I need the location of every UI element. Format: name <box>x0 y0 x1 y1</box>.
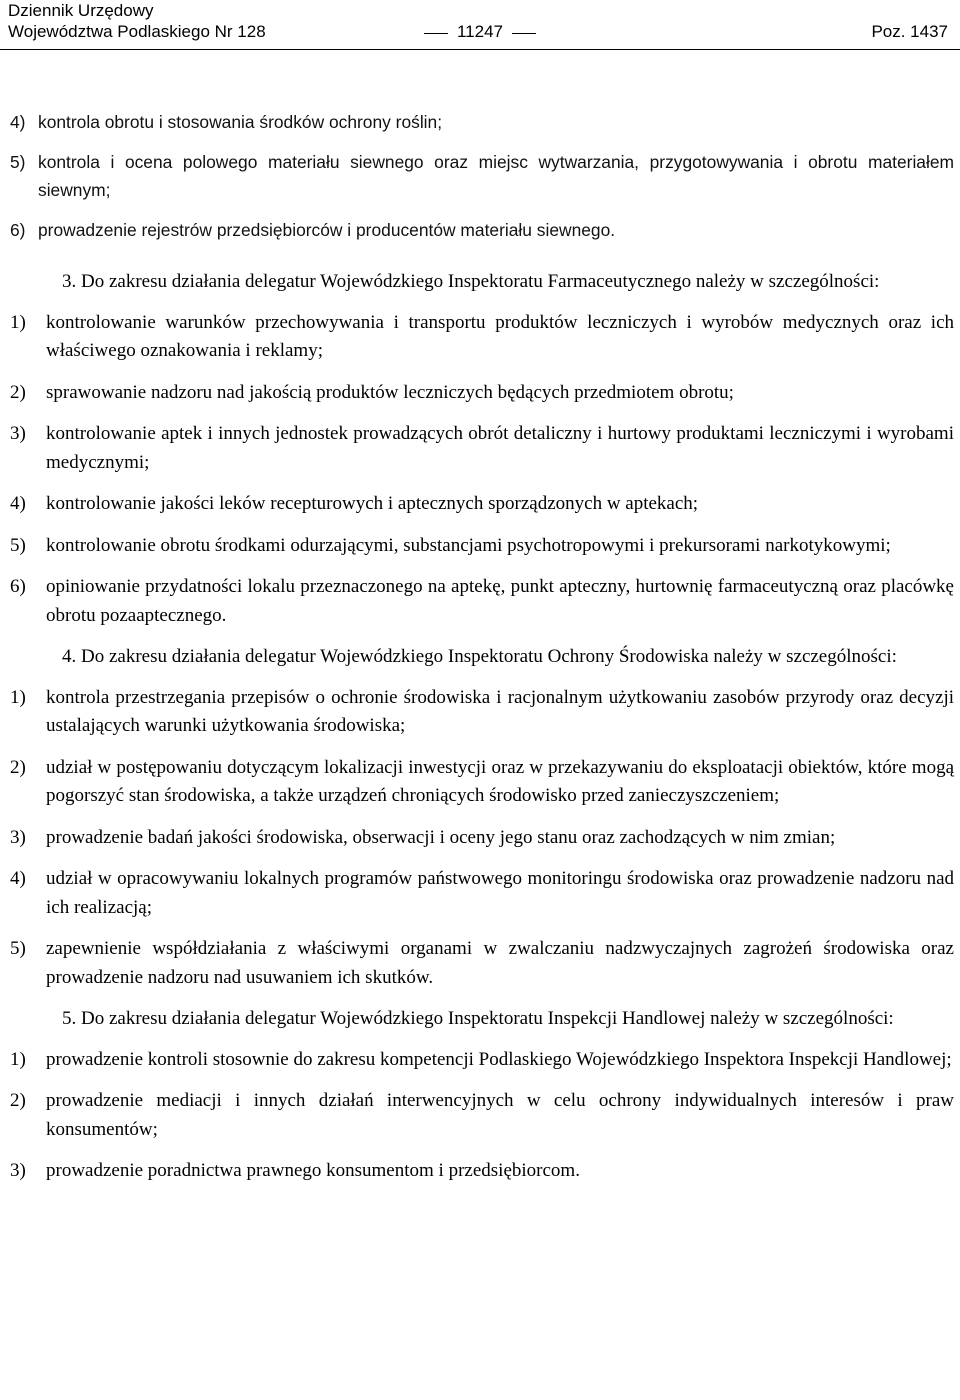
item-number: 3) <box>10 1160 26 1181</box>
item-text: kontrolowanie obrotu środkami odurzającymi, substancjami psychotropowymi i prekursorami narkotykowymi; <box>46 534 891 556</box>
item-number: 2) <box>10 381 26 403</box>
list-item <box>0 935 960 992</box>
item-number: 4) <box>10 112 26 132</box>
item-text: kontrola obrotu i stosowania środków ochrony roślin; <box>38 112 443 132</box>
item-text: kontrolowanie aptek i innych jednostek prowadzących obrót detaliczny i hurtowy produktami leczniczymi i wyrobami medycznymi; <box>46 423 954 473</box>
list-item <box>0 148 960 204</box>
item-text: prowadzenie badań jakości środowiska, obserwacji i oceny jego stanu oraz zachodzących w nim zmian; <box>46 826 836 848</box>
item-text: kontrolowanie warunków przechowywania i transportu produktów leczniczych i wyrobów medycznych oraz ich właściwego oznakowania i reklamy; <box>46 311 954 361</box>
position-number: Poz. 1437 <box>871 22 948 41</box>
item-text: prowadzenie mediacji i innych działań interwencyjnych w celu ochrony indywidualnych interesów i praw konsumentów; <box>46 1090 954 1140</box>
item-number: 6) <box>10 220 26 240</box>
item-text: kontrolowanie jakości leków recepturowych i aptecznych sporządzonych w aptekach; <box>46 493 699 514</box>
document-body <box>0 268 960 1199</box>
list-item <box>0 754 960 811</box>
item-number: 1) <box>10 311 26 333</box>
item-number: 1) <box>10 1048 26 1070</box>
list-item <box>0 865 960 922</box>
item-text: udział w postępowaniu dotyczącym lokalizacji inwestycji oraz w przekazywaniu do eksploatacji obiektów, które mogą pogorszyć stan środowiska, a także urządzeń chroniących środowisko przed zanieczyszczeniem; <box>46 756 954 806</box>
journal-title-line1: Dziennik Urzędowy <box>8 1 154 20</box>
section-4-lead: 4. Do zakresu działania delegatur Wojewódzkiego Inspektoratu Ochrony Środowiska należy w szczególności: <box>62 646 897 667</box>
list-item <box>0 1046 960 1075</box>
item-number: 5) <box>10 152 26 172</box>
item-text: kontrola i ocena polowego materiału siewnego oraz miejsc wytwarzania, przygotowywania i obrotu materiałem siewnym; <box>38 152 954 200</box>
item-number: 6) <box>10 576 26 597</box>
item-number: 3) <box>10 826 26 848</box>
item-number: 3) <box>10 423 26 444</box>
item-number: 1) <box>10 686 26 708</box>
list-item <box>0 216 960 244</box>
item-text: prowadzenie kontroli stosownie do zakresu kompetencji Podlaskiego Wojewódzkiego Inspektora Inspekcji Handlowej; <box>46 1048 952 1070</box>
header-divider <box>0 49 960 50</box>
list-item <box>0 1087 960 1144</box>
item-number: 2) <box>10 1090 26 1111</box>
list-item <box>0 108 960 136</box>
page-number: 11247 <box>424 21 536 42</box>
page-header <box>0 0 960 52</box>
item-number: 4) <box>10 868 26 889</box>
section-prev <box>0 108 960 256</box>
list-item <box>0 379 960 408</box>
item-text: prowadzenie poradnictwa prawnego konsumentom i przedsiębiorcom. <box>46 1160 580 1181</box>
item-text: zapewnienie współdziałania z właściwymi organami w zwalczaniu nadzwyczajnych zagrożeń środowiska oraz prowadzenie nadzoru nad usuwaniem ich skutków. <box>46 938 954 988</box>
item-number: 5) <box>10 938 26 959</box>
section-5-lead: 5. Do zakresu działania delegatur Wojewódzkiego Inspektoratu Inspekcji Handlowej należy w szczególności: <box>62 1008 894 1029</box>
item-number: 5) <box>10 534 26 556</box>
list-item <box>0 824 960 853</box>
section-3-lead: 3. Do zakresu działania delegatur Wojewódzkiego Inspektoratu Farmaceutycznego należy w szczególności: <box>62 271 880 292</box>
list-item <box>0 420 960 477</box>
item-number: 4) <box>10 493 26 514</box>
journal-title-line2: Województwa Podlaskiego Nr 128 <box>8 22 266 41</box>
item-text: sprawowanie nadzoru nad jakością produktów leczniczych będących przedmiotem obrotu; <box>46 381 734 403</box>
item-text: opiniowanie przydatności lokalu przeznaczonego na aptekę, punkt apteczny, hurtownię farmaceutyczną oraz placówkę obrotu pozaaptecznego. <box>46 576 954 626</box>
list-item <box>0 309 960 366</box>
list-item <box>0 490 960 519</box>
list-item <box>0 1157 960 1186</box>
item-text: udział w opracowywaniu lokalnych programów państwowego monitoringu środowiska oraz prowadzenie nadzoru nad ich realizacją; <box>46 868 954 918</box>
item-number: 2) <box>10 756 26 778</box>
list-item <box>0 573 960 630</box>
journal-title <box>8 0 266 42</box>
item-text: prowadzenie rejestrów przedsiębiorców i producentów materiału siewnego. <box>38 220 616 240</box>
list-item <box>0 532 960 561</box>
list-item <box>0 684 960 741</box>
item-text: kontrola przestrzegania przepisów o ochronie środowiska i racjonalnym użytkowaniu zasobów przyrody oraz decyzji ustalających warunki użytkowania środowiska; <box>46 686 954 736</box>
